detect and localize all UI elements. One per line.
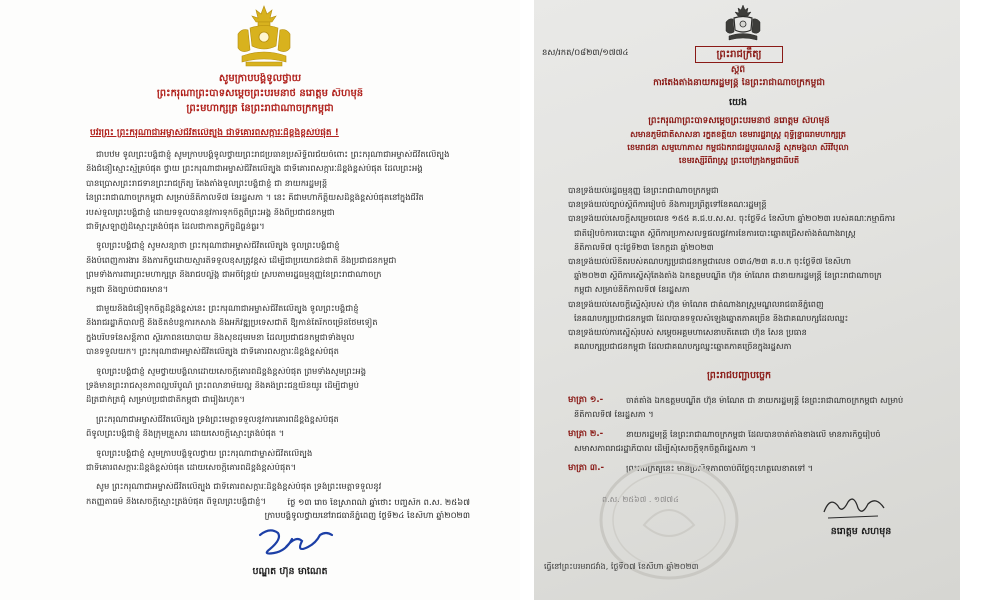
decree-consideration-line: បានទ្រង់យល់សេចក្តីស្នើសុំរបស់ ហ៊ុន ម៉ាណែត ជាតំណាងរាស្ត្រមណ្ឌលរាជធានីភ្នំពេញ [568,299,824,309]
letter-body-line: របស់ទូលព្រះបង្គំជាខ្ញុំ ដោយទទួលបាននូវការទុកចិត្តពីព្រះអង្គ និងពីប្រជាជនកម្ពុជា [86,207,335,217]
decree-subject: ការតែងតាំងនាយករដ្ឋមន្ត្រី នៃព្រះរាជាណាចក្រកម្ពុជា [653,78,825,88]
decree-king-line2: សមានភូមិជាតិសាសនា រក្ខតខត្តិយា ខេមរារដ្ឋរាស្ត្រ ពុទ្ធិន្ទ្រាធរាមហាក្សត្រ [630,130,846,139]
decree-article-label: មាត្រា ២.- [568,430,604,439]
decree-about-word: ស្តីពី [730,65,746,75]
royal-crest-icon [232,4,296,70]
decree-consideration-line: គណបក្សប្រជាជនកម្ពុជា ដែលជាគណបក្សឈ្នះឆ្នោតភាគច្រើនក្នុងរដ្ឋសភា [574,342,792,352]
letter-body-line: ក្នុងបរិបទនៃសន្តិភាព ស្ថិរភាពនយោបាយ និងសុខដុមរមនា ដែលប្រជាជនកម្ពុជាទាំងមូល [86,332,355,342]
letter-body-line: ពីទូលព្រះបង្គំជាខ្ញុំ និងក្រុមគ្រួសារ ដោយសេចក្តីស្មោះត្រង់បំផុត ។ [86,429,285,439]
letter-body-line: បានប្រោសព្រះរាជទានព្រះរាជក្រឹត្យ តែងតាំងទូលព្រះបង្គំជាខ្ញុំ ជា នាយករដ្ឋមន្ត្រី [86,178,328,188]
decree-king-line1: ព្រះករុណាព្រះបាទសម្តេចព្រះបរមនាថ នរោត្តម សីហមុនី [648,116,830,126]
decree-king-line4: ខេមរស្សិរីពិរាស្ត្រ ព្រះចៅក្រុងកម្ពុជាធិបតី [678,156,800,165]
decree-reference-number: នស/រកត/០៨២៣/១៧៧៤ [542,48,629,57]
decree-article-label: មាត្រា ១.- [568,396,604,405]
letter-body-line: ទូលព្រះបង្គំជាខ្ញុំ សូមថ្វាយបង្គំលាដោយសេចក្តីគោរពដ៏ខ្ពង់ខ្ពស់បំផុត ព្រមទាំងសូមព្រះអង្គ [96,366,367,376]
letter-body-line: ព្រមទាំងការពារព្រះមហាក្សត្រ និងរាជបល្ល័ង្ក ជាអចិន្ត្រៃយ៍ ស្របតាមរដ្ឋធម្មនុញ្ញនៃព្រះរាជាណាចក្រ [86,270,382,280]
decree-article-text-continued: សមាសភាពរាជរដ្ឋាភិបាល ដើម្បីសុំសេចក្តីទុកចិត្តពីរដ្ឋសភា ។ [574,444,756,453]
decree-consideration-line: បានទ្រង់យល់លិខិតរបស់គណបក្សប្រជាជនកម្ពុជាលេខ ០៣៤/២៣ គ.ប.ក ចុះថ្ងៃទី៧ ខែសីហា [568,257,852,266]
letter-body-line: សូម ព្រះករុណាជាអម្ចាស់ជីវិតលើត្បូង ជាទីគោរពសក្ការៈដ៏ខ្ពង់ខ្ពស់បំផុត ទ្រង់ព្រះមេត្តាទទួលនូវ [96,482,382,492]
letter-date-solar: ក្រាបបង្គំទូលថ្វាយនៅរាជធានីភ្នំពេញ ថ្ងៃទី២៤ ខែសីហា ឆ្នាំ២០២៣ [264,511,470,520]
decree-consideration-line: បានទ្រង់យល់ច្បាប់ស្តីពីការរៀបចំ និងការប្រព្រឹត្តទៅនៃគណៈរដ្ឋមន្ត្រី [568,200,767,210]
letter-body-line: ទូលព្រះបង្គំជាខ្ញុំ សូមក្រាបបង្គំទូលថ្វាយ ព្រះករុណាជាម្ចាស់ជីវិតលើត្បូង [96,448,313,458]
letter-body-line: ទ្រង់មានព្រះរាជសុខភាពល្អបរិបូណ៌ ព្រះពលានាម័យល្អ និងគង់ព្រះជន្មយឺនយូរ ដើម្បីជាម្លប់ [86,381,359,390]
decree-article-text: ព្រះរាជក្រឹត្យនេះ មានប្រសិទ្ធភាពចាប់ពីថ្ងៃចុះហត្ថលេខាតទៅ ។ [626,464,814,473]
letter-body-line: កម្ពុជា និងច្បាប់ជាធរមាន។ [86,284,169,294]
letter-body-line: កតញ្ញូតាធម៌ និងសេចក្តីស្មោះត្រង់បំផុត ពីទូលព្រះបង្គំជាខ្ញុំ។ [86,496,267,506]
decree-seal-date: ព.ស. ២៥៦៧ . ១៧៧៤ [602,495,679,504]
letter-signatory: បណ្ឌិត ហ៊ុន ម៉ាណែត [252,567,328,577]
letter-body-line: ជាបឋម ទូលព្រះបង្គំជាខ្ញុំ សូមក្រាបបង្គំទូលថ្វាយព្រះរាជប្រធានប្រសិទ្ធិពរជ័យចំពោះ ព្រះករុណាជាអម្ចាស់ជីវិតលើត្បូង [96,150,450,159]
decree-signatory: នរោត្តម សីហមុនី [830,527,892,537]
letter-body-line: និងរាជរដ្ឋាភិបាលថ្មី នឹងខិតខំបន្តការកសាង និងអភិវឌ្ឍប្រទេសជាតិ ឱ្យកាន់តែរីកចម្រើនថែមទៀត [86,318,378,328]
letter-address-line1: ព្រះករុណាព្រះបាទសម្តេចព្រះបរមនាថ នរោត្តម សីហមុនី [156,88,364,99]
decree-article-text-continued: នីតិកាលទី៧ នៃរដ្ឋសភា ។ [574,410,654,419]
decree-consideration-line: នីតិកាលទី៧ ចុះថ្ងៃទី២៣ ខែកក្កដា ឆ្នាំ២០២៣ [574,242,714,252]
decree-article-label: មាត្រា ៣.- [568,464,605,473]
decree-king-line3: ខេមរាជនា សមូហោភាស កម្ពុជឯករាជរដ្ឋបូរណសន្តិ សុភមង្គលា សិរីវិបុលា [627,143,849,152]
decree-box-title: ព្រះរាជក្រឹត្យ [695,46,783,63]
decree-place-date: ធ្វើនៅព្រះបរមរាជវាំង, ថ្ងៃទី០៧ ខែសីហា ឆ្នាំ២០២៣ [544,562,699,571]
page-edge [960,0,1000,600]
letter-body-line: នឹងបំពេញការងារ និងភារកិច្ចដោយស្មារតីទទួលខុសត្រូវខ្ពស់ ដើម្បីជាប្រយោជន៍ជាតិ និងប្រជាជនកម្ពុជា [86,255,397,265]
decree-consideration-line: បានទ្រង់យល់ការស្នើសុំរបស់ សម្តេចអគ្គមហាសេនាបតីតេជោ ហ៊ុន សែន ប្រធាន [568,328,807,337]
letter-body-line: នៃព្រះរាជាណាចក្រកម្ពុជា សម្រាប់នីតិកាលទី៧ នៃរដ្ឋសភា ។ នេះ គឺជាមហាកិត្តិយសដ៏ខ្ពង់ខ្ពស់បំផុតនៅក្នុងជីវិត [86,193,424,203]
royal-decree [534,0,960,600]
decree-consideration-line: បានទ្រង់យល់សេចក្តីសម្រេចលេខ ១៥៥ គ.ជ.ប.ស.ស. ចុះថ្ងៃទី៤ ខែសីហា ឆ្នាំ២០២៣ របស់គណៈកម្មាធិការ [568,214,896,224]
decree-consideration-line: នៃគណបក្សប្រជាជនកម្ពុជា ដែលបានទទួលសំឡេងឆ្នោតភាគច្រើន និងជាគណបក្សដែលឈ្នះ [574,313,849,323]
letter-body-line: ដ៏ត្រជាក់ត្រជុំ សម្រាប់ប្រជាជាតិកម្ពុជា ជារៀងរហូត។ [86,395,245,405]
decree-consideration-line: បានទ្រង់យល់រដ្ឋធម្មនុញ្ញ នៃព្រះរាជាណាចក្រកម្ពុជា [568,186,719,195]
letter-subject: បវរព្រះ ព្រះករុណាជាអម្ចាស់ជីវិតលើត្បូង ជាទីគោរពសក្ការៈដ៏ខ្ពង់ខ្ពស់បំផុត ! [90,128,339,138]
letter-body-line: ជាទីគោរពសក្ការៈដ៏ខ្ពង់ខ្ពស់បំផុត ដោយសេចក្តីគោរពដ៏ខ្ពង់ខ្ពស់បំផុត។ [86,463,297,472]
page-gap [520,0,534,600]
letter-body-line: ព្រះករុណាជាអម្ចាស់ជីវិតលើត្បូង ទ្រង់ព្រះមេត្តាទទួលនូវការគោរពដ៏ខ្ពង់ខ្ពស់បំផុត [96,414,339,424]
decree-consideration-line: ជាតិរៀបចំការបោះឆ្នោត ស្តីពីការប្រកាសលទ្ធផលផ្លូវការនៃការបោះឆ្នោតជ្រើសតាំងតំណាងរាស្ត្រ [574,228,856,238]
decree-section-title: ព្រះរាជបញ្ជាបច្ចេក [706,371,772,381]
decree-article-text: នាយករដ្ឋមន្ត្រី នៃព្រះរាជាណាចក្រកម្ពុជា ដែលបានចាត់តាំងខាងលើ មានភារកិច្ចរៀបចំ [626,430,881,439]
letter-body-line: និងជំនឿស្មោះស្ម័គ្របំផុត ថ្វាយ ព្រះករុណាជាអម្ចាស់ជីវិតលើត្បូង ជាទីគោរពសក្ការៈដ៏ខ្ពង់ខ្ពស់បំផុត ដែលព្រះអង្គ [86,164,423,174]
letter-body-line: បានទទួលយក។ ព្រះករុណាជាអម្ចាស់ជីវិតលើត្បូង ជាទីគោរពសក្ការៈដ៏ខ្ពង់ខ្ពស់បំផុត [86,347,339,357]
letter-address-line2: ព្រះមហាក្សត្រ នៃព្រះរាជាណាចក្រកម្ពុជា [186,103,334,114]
decree-consideration-line: កម្ពុជា សម្រាប់នីតិកាលទី៧ នៃរដ្ឋសភា [574,285,690,295]
decree-we-word: យើង [728,98,748,108]
letter-date-lunar: ថ្ងៃ ១៣ រោច ខែស្រាពណ៍ ឆ្នាំថោះ បញ្ចស័ក ព.ស. ២៥៦៧ [287,498,470,507]
decree-consideration-line: ឆ្នាំ២០២៣ ស្តីពីការស្នើសុំតែងតាំង ឯកឧត្តមបណ្ឌិត ហ៊ុន ម៉ាណែត ជានាយករដ្ឋមន្ត្រី នៃព្រះរាជាណាចក្រ [574,271,882,281]
royal-crest-icon [722,4,764,44]
letter-body-line: ជាទីស្រឡាញ់ដ៏ស្មោះត្រង់បំផុត ដែលជាកាតព្វកិច្ចដ៏ធ្ងន់ធ្ងរ។ [86,222,265,231]
letter-body-line: ជាមួយនឹងជំនឿទុកចិត្តដ៏ខ្ពង់ខ្ពស់នេះ ព្រះករុណាជាអម្ចាស់ជីវិតលើត្បូង ទូលព្រះបង្គំជាខ្ញុំ [96,304,359,313]
decree-article-text: ចាត់តាំង ឯកឧត្តមបណ្ឌិត ហ៊ុន ម៉ាណែត ជា នាយករដ្ឋមន្ត្រី នៃព្រះរាជាណាចក្រកម្ពុជា សម្រាប់ [626,396,904,405]
letter-header-title: សូមក្រាបបង្គំទូលថ្វាយ [218,73,302,84]
signature-hun-manet [256,525,336,561]
letter-body-line: ទូលព្រះបង្គំជាខ្ញុំ សូមសន្យាថា ព្រះករុណាជាអម្ចាស់ជីវិតលើត្បូង ទូលព្រះបង្គំជាខ្ញុំ [96,241,340,251]
